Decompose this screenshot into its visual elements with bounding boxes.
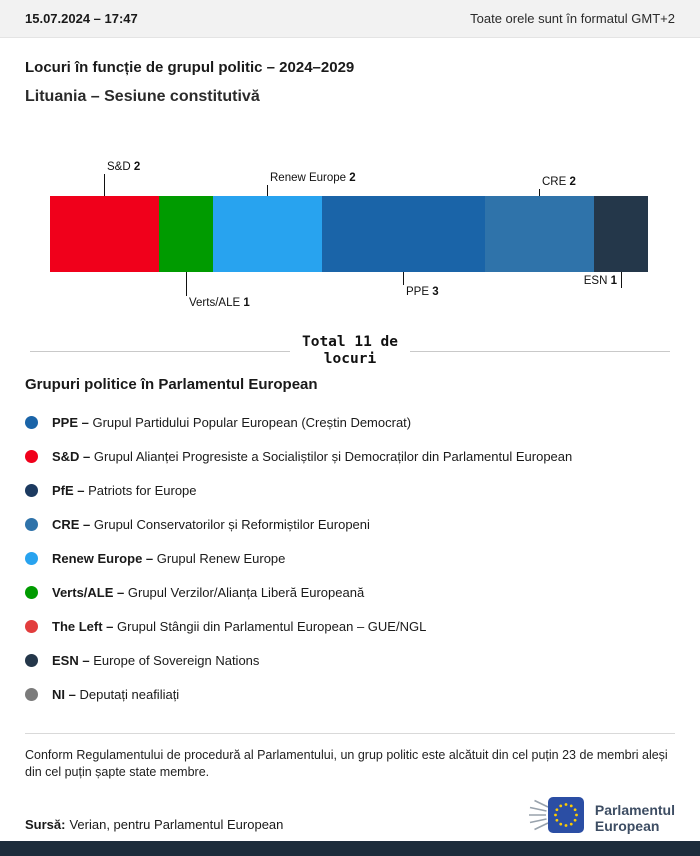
main-content xyxy=(0,59,700,840)
callout-label-cre: CRE 2 xyxy=(542,176,576,188)
legend-list xyxy=(25,405,675,711)
total-rule-right xyxy=(410,351,670,352)
legend-item-the-left xyxy=(25,609,675,643)
source-text: Verian, pentru Parlamentul European xyxy=(69,817,284,832)
bottom-accent-bar xyxy=(0,841,700,856)
legend-label-ni: NI – Deputați neafiliați xyxy=(52,686,180,702)
callout-line-cre xyxy=(539,189,540,196)
legend-item-esn xyxy=(25,643,675,677)
total-rule-left xyxy=(30,351,290,352)
page-subtitle: Lituania – Sesiune constitutivă xyxy=(25,88,260,105)
bar-segment-renew-europe xyxy=(213,196,322,272)
bar-segment-cre xyxy=(485,196,594,272)
legend-heading: Grupuri politice în Parlamentul European xyxy=(25,376,318,393)
legend-dot-pfe xyxy=(25,484,38,497)
page-title: Locuri în funcție de grupul politic – 2024–2029 xyxy=(25,59,355,76)
seat-chart xyxy=(50,150,648,318)
legend-label-pfe: PfE – Patriots for Europe xyxy=(52,482,197,498)
total-seats-line1: Total 11 de xyxy=(301,334,399,350)
bar-segment-esn xyxy=(594,196,648,272)
bar-segment-s-d xyxy=(50,196,159,272)
callout-line-ppe xyxy=(403,272,404,285)
legend-item-pfe xyxy=(25,473,675,507)
topbar xyxy=(0,0,700,38)
total-seats-row xyxy=(30,334,670,368)
legend-dot-ppe xyxy=(25,416,38,429)
legend-label-renew-europe: Renew Europe – Grupul Renew Europe xyxy=(52,550,286,566)
legend-dot-ni xyxy=(25,688,38,701)
callout-label-esn: ESN 1 xyxy=(583,275,617,287)
legend-dot-renew-europe xyxy=(25,552,38,565)
legend-dot-verts-ale xyxy=(25,586,38,599)
divider xyxy=(25,733,675,734)
legend-label-the-left: The Left – Grupul Stângii din Parlamentul European – GUE/NGL xyxy=(52,618,427,634)
callout-label-s-d: S&D 2 xyxy=(107,161,141,173)
legend-label-s-d: S&D – Grupul Alianței Progresiste a Socialiștilor și Democraților din Parlamentul European xyxy=(52,448,573,464)
legend-item-s-d xyxy=(25,439,675,473)
callout-line-verts-ale xyxy=(186,272,187,296)
footer-row xyxy=(25,795,675,840)
legend-item-ppe xyxy=(25,405,675,439)
legend-label-ppe: PPE – Grupul Partidului Popular European (Creștin Democrat) xyxy=(52,414,412,430)
callout-line-renew-europe xyxy=(267,185,268,196)
source-label: Sursă: xyxy=(25,817,66,832)
logo-text xyxy=(595,802,675,834)
legend-dot-s-d xyxy=(25,450,38,463)
total-seats-line2: locuri xyxy=(323,351,377,367)
legend-label-cre: CRE – Grupul Conservatorilor și Reformiștilor Europeni xyxy=(52,516,370,532)
callout-label-ppe: PPE 3 xyxy=(406,286,439,298)
legend-dot-esn xyxy=(25,654,38,667)
timezone-note: Toate orele sunt în formatul GMT+2 xyxy=(470,11,675,26)
legend-item-ni xyxy=(25,677,675,711)
callouts-below xyxy=(50,272,648,318)
legend-dot-the-left xyxy=(25,620,38,633)
legend-item-cre xyxy=(25,507,675,541)
source-line xyxy=(25,817,283,840)
eu-parliament-logo xyxy=(527,795,675,840)
logo-text-line2: European xyxy=(594,817,660,834)
legend-item-renew-europe xyxy=(25,541,675,575)
legend-dot-cre xyxy=(25,518,38,531)
eu-parliament-logo-icon xyxy=(527,795,585,840)
callout-label-renew-europe: Renew Europe 2 xyxy=(270,172,356,184)
footnote: Conform Regulamentului de procedură al Parlamentului, un grup politic este alcătuit din cel puțin 23 de membri aleși din cel puțin șapte state membre. xyxy=(25,748,668,779)
callout-line-esn xyxy=(621,272,622,288)
logo-text-line1: Parlamentul xyxy=(594,801,675,818)
callouts-above xyxy=(50,150,648,196)
callout-label-verts-ale: Verts/ALE 1 xyxy=(189,297,250,309)
legend-label-esn: ESN – Europe of Sovereign Nations xyxy=(52,652,260,668)
total-seats-label xyxy=(302,334,398,368)
callout-line-s-d xyxy=(104,174,105,196)
bar-segment-ppe xyxy=(322,196,485,272)
legend-label-verts-ale: Verts/ALE – Grupul Verzilor/Alianța Liberă Europeană xyxy=(52,584,365,600)
bar-segment-verts-ale xyxy=(159,196,213,272)
legend-item-verts-ale xyxy=(25,575,675,609)
seat-bar xyxy=(50,196,648,272)
date-time: 15.07.2024 – 17:47 xyxy=(25,11,138,26)
